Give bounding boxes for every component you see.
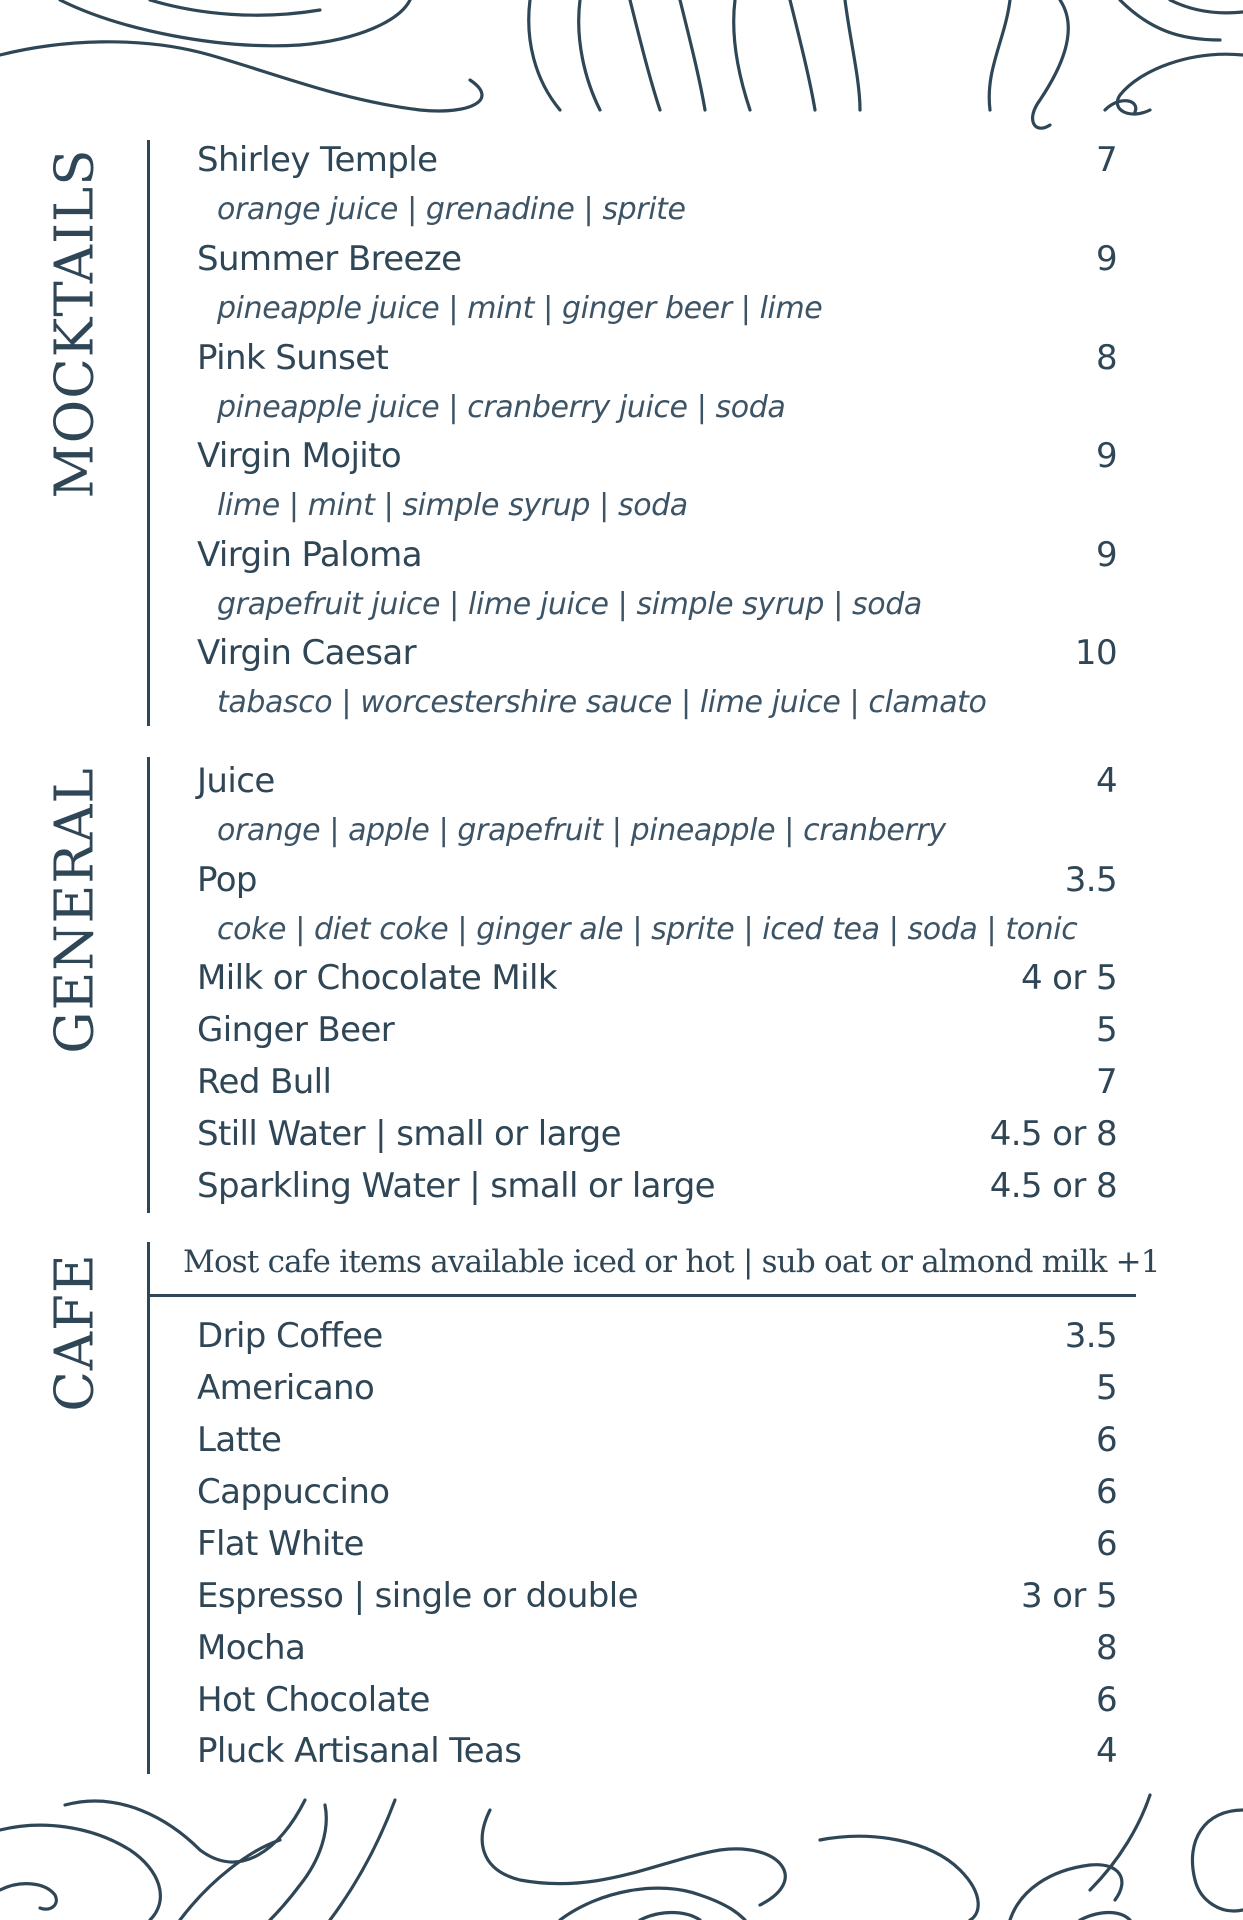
item-price: 3.5 <box>1064 1316 1117 1356</box>
item-name: Red Bull <box>197 1062 332 1102</box>
cafe-note-rule <box>150 1294 1136 1297</box>
item-price: 9 <box>1095 239 1117 279</box>
item-price: 8 <box>1095 338 1117 378</box>
item-description: coke | diet coke | ginger ale | sprite | iced tea | soda | tonic <box>217 912 1078 947</box>
item-price: 7 <box>1095 1062 1117 1102</box>
item-price: 9 <box>1095 535 1117 575</box>
item-price: 6 <box>1095 1420 1117 1460</box>
item-name: Virgin Caesar <box>197 633 416 673</box>
item-description: pineapple juice | mint | ginger beer | lime <box>217 291 823 326</box>
item-price: 7 <box>1095 140 1117 180</box>
item-price: 3 or 5 <box>1020 1576 1117 1616</box>
item-description: grapefruit juice | lime juice | simple syrup | soda <box>217 587 922 622</box>
item-name: Shirley Temple <box>197 140 438 180</box>
item-price: 4 <box>1095 1731 1117 1771</box>
item-name: Latte <box>197 1420 282 1460</box>
item-name: Pop <box>197 860 257 900</box>
item-name: Mocha <box>197 1628 306 1668</box>
item-price: 6 <box>1095 1680 1117 1720</box>
item-name: Juice <box>197 761 275 801</box>
top-swirl-decoration <box>0 0 1243 140</box>
item-price: 5 <box>1095 1010 1117 1050</box>
cafe-note: Most cafe items available iced or hot | sub oat or almond milk +1 <box>183 1244 1160 1280</box>
cafe-divider-line <box>147 1242 150 1774</box>
item-name: Sparkling Water | small or large <box>197 1166 715 1206</box>
item-name: Milk or Chocolate Milk <box>197 958 557 998</box>
item-price: 4.5 or 8 <box>989 1114 1117 1154</box>
item-name: Virgin Paloma <box>197 535 422 575</box>
item-description: tabasco | worcestershire sauce | lime juice | clamato <box>217 685 987 720</box>
item-name: Pluck Artisanal Teas <box>197 1731 522 1771</box>
general-divider-line <box>147 757 150 1213</box>
bottom-swirl-decoration <box>0 1770 1243 1920</box>
item-name: Flat White <box>197 1524 364 1564</box>
item-description: orange juice | grenadine | sprite <box>217 192 686 227</box>
item-name: Hot Chocolate <box>197 1680 430 1720</box>
item-name: Ginger Beer <box>197 1010 395 1050</box>
item-price: 8 <box>1095 1628 1117 1668</box>
item-name: Summer Breeze <box>197 239 462 279</box>
item-price: 9 <box>1095 436 1117 476</box>
item-description: lime | mint | simple syrup | soda <box>217 488 688 523</box>
item-name: Drip Coffee <box>197 1316 383 1356</box>
mocktails-divider-line <box>147 140 150 726</box>
item-price: 6 <box>1095 1472 1117 1512</box>
mocktails-heading: MOCKTAILS <box>44 147 106 499</box>
general-heading: GENERAL <box>44 766 106 1054</box>
item-price: 6 <box>1095 1524 1117 1564</box>
cafe-heading: CAFE <box>44 1252 106 1412</box>
item-name: Espresso | single or double <box>197 1576 638 1616</box>
item-name: Pink Sunset <box>197 338 389 378</box>
item-price: 10 <box>1074 633 1117 673</box>
item-price: 4 or 5 <box>1020 958 1117 998</box>
item-price: 5 <box>1095 1368 1117 1408</box>
item-price: 3.5 <box>1064 860 1117 900</box>
item-description: orange | apple | grapefruit | pineapple | cranberry <box>217 813 946 848</box>
item-name: Virgin Mojito <box>197 436 402 476</box>
item-name: Cappuccino <box>197 1472 390 1512</box>
item-price: 4 <box>1095 761 1117 801</box>
item-price: 4.5 or 8 <box>989 1166 1117 1206</box>
item-name: Americano <box>197 1368 375 1408</box>
item-name: Still Water | small or large <box>197 1114 621 1154</box>
item-description: pineapple juice | cranberry juice | soda <box>217 390 786 425</box>
